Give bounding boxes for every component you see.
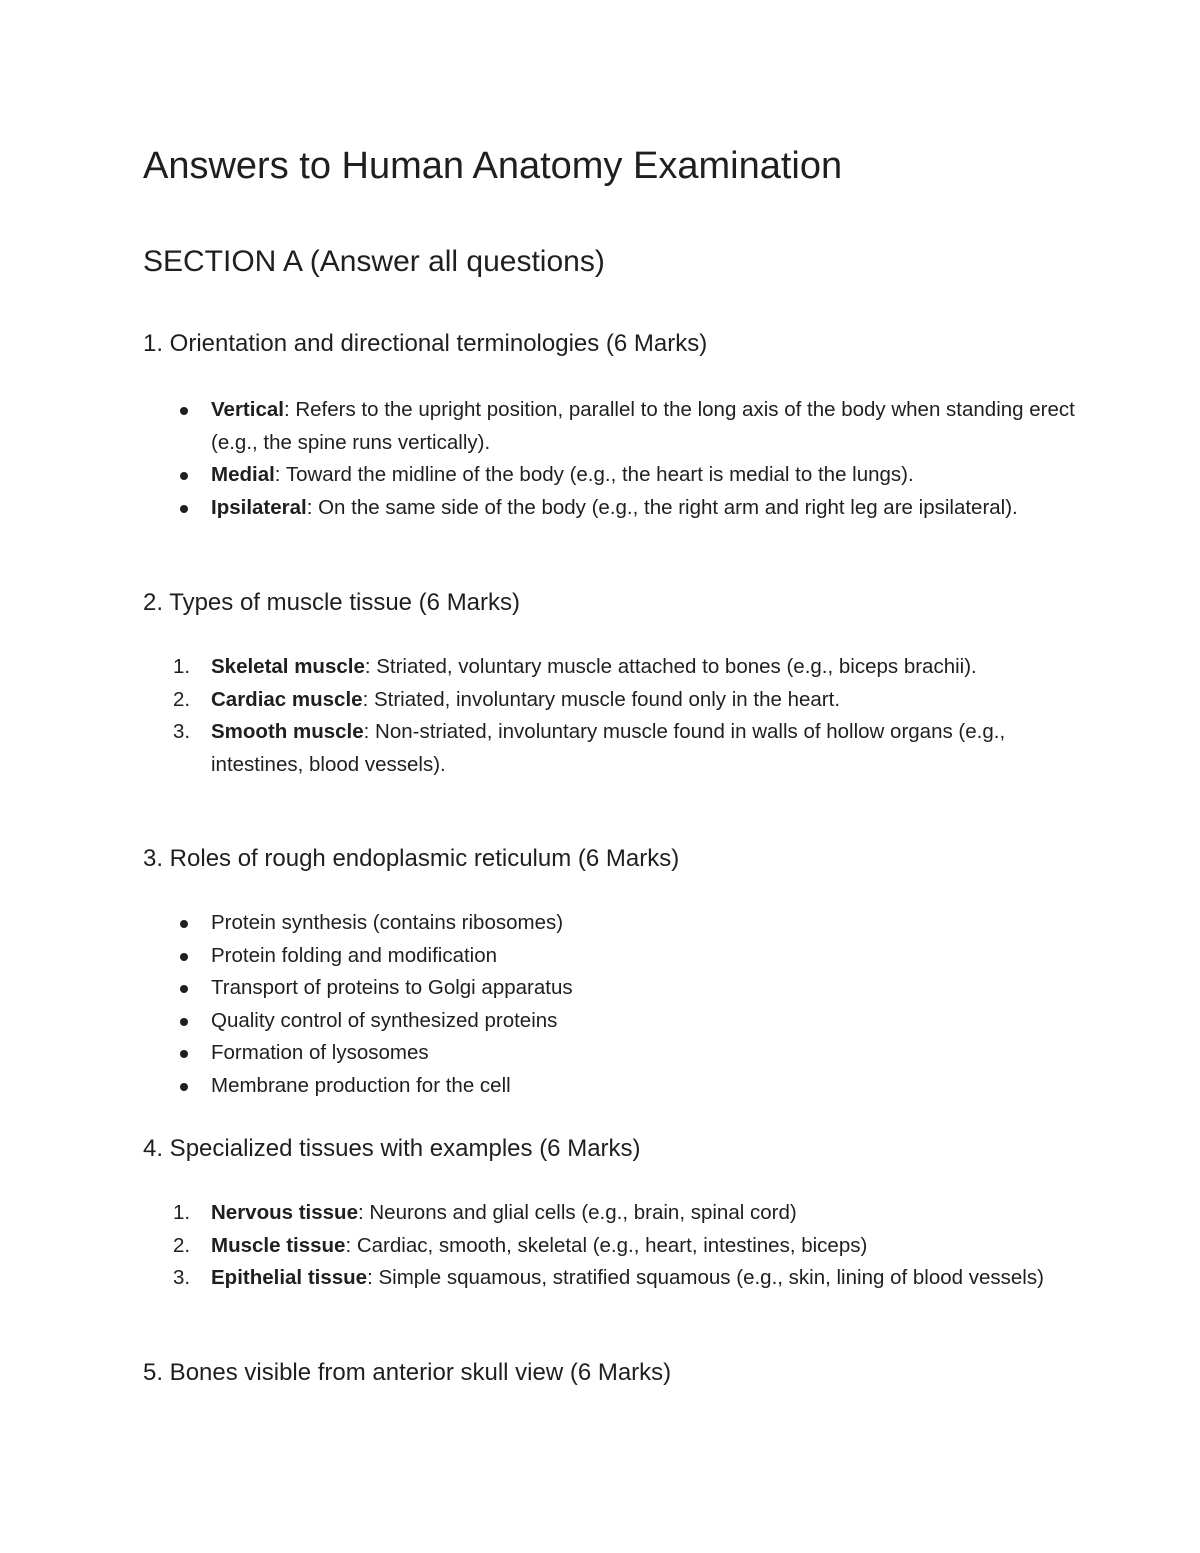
definition-text: : Non-striated, involuntary muscle found in walls of hollow organs (e.g., intestines, blood vessels). (211, 720, 1006, 776)
term-vertical: Vertical (211, 398, 284, 421)
question-3-heading: 3. Roles of rough endoplasmic reticulum (6 Marks) (143, 845, 680, 872)
term-cardiac-muscle: Cardiac muscle (211, 687, 363, 711)
term-ipsilateral: Ipsilateral (211, 495, 307, 519)
definition-text: : Striated, voluntary muscle attached to bones (e.g., biceps brachii). (364, 655, 977, 678)
term-epithelial-tissue: Epithelial tissue (211, 1266, 368, 1289)
list-item (173, 1197, 1091, 1230)
question-4-list (173, 1197, 1091, 1295)
list-item: Protein synthesis (contains ribosomes) (211, 907, 1091, 940)
document-title: Answers to Human Anatomy Examination (143, 145, 843, 187)
question-2-heading: 2. Types of muscle tissue (6 Marks) (143, 589, 521, 616)
definition-text: : Cardiac, smooth, skeletal (e.g., heart, intestines, biceps) (345, 1233, 868, 1257)
list-number: 3. (173, 1266, 191, 1289)
list-number: 2. (173, 1233, 191, 1257)
list-number: 1. (173, 1201, 191, 1224)
list-item (211, 459, 1091, 492)
term-medial: Medial (211, 463, 275, 486)
term-skeletal-muscle: Skeletal muscle (211, 655, 365, 678)
question-4-heading: 4. Specialized tissues with examples (6 Marks) (143, 1135, 641, 1162)
list-item: Protein folding and modification (211, 940, 1091, 973)
list-number: 3. (173, 720, 191, 743)
question-1-list (211, 394, 1091, 524)
question-2-list (173, 651, 1091, 781)
section-a-heading: SECTION A (Answer all questions) (143, 245, 605, 278)
list-item: Membrane production for the cell (211, 1070, 1091, 1103)
question-3-list (211, 907, 1091, 1102)
definition-text: : Simple squamous, stratified squamous (e.g., skin, lining of blood vessels) (367, 1266, 1044, 1289)
list-item (173, 1262, 1091, 1295)
definition-text: : On the same side of the body (e.g., the right arm and right leg are ipsilateral). (306, 495, 1018, 519)
definition-text: : Striated, involuntary muscle found only in the heart. (362, 687, 841, 711)
term-nervous-tissue: Nervous tissue (211, 1201, 358, 1224)
list-item: Transport of proteins to Golgi apparatus (211, 972, 1091, 1005)
list-item (211, 394, 1091, 459)
list-item (173, 1230, 1091, 1263)
list-number: 2. (173, 687, 191, 711)
list-item: Formation of lysosomes (211, 1037, 1091, 1070)
list-item (173, 684, 1091, 717)
question-1-heading: 1. Orientation and directional terminologies (6 Marks) (143, 330, 708, 357)
list-item (173, 716, 1091, 781)
definition-text: : Toward the midline of the body (e.g., the heart is medial to the lungs). (274, 463, 914, 486)
question-5-heading: 5. Bones visible from anterior skull view (6 Marks) (143, 1359, 672, 1386)
definition-text: : Refers to the upright position, parallel to the long axis of the body when standing erect (e.g., the spine runs vertically). (211, 398, 1075, 454)
list-item (211, 492, 1091, 525)
term-smooth-muscle: Smooth muscle (211, 720, 364, 743)
list-item (173, 651, 1091, 684)
definition-text: : Neurons and glial cells (e.g., brain, spinal cord) (357, 1201, 797, 1224)
list-item: Quality control of synthesized proteins (211, 1005, 1091, 1038)
term-muscle-tissue: Muscle tissue (211, 1233, 346, 1257)
list-number: 1. (173, 655, 191, 678)
